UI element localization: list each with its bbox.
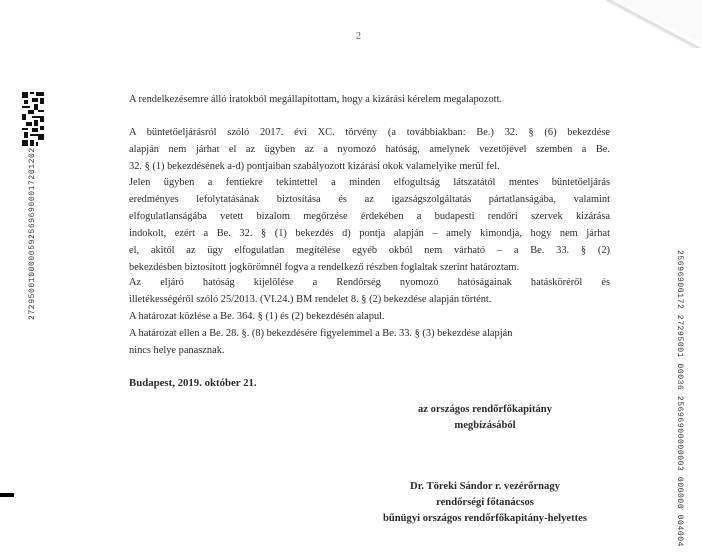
text-line: el, akitől az ügy elfogulatlan megítélése egyéb okból nem várható – a Be. 33. § (2) [129, 245, 610, 256]
text-line: indokolt, ezért a Be. 32. § (1) bekezdés d) pontja alapján – amely kimondja, hogy nem járhat [129, 228, 610, 239]
text-line: bekezdésben biztosított jogkörömnél fogva a rendelkező részben foglaltak szerint határoztam. [129, 262, 520, 273]
page-number: 2 [356, 31, 361, 42]
text-line: A büntetőeljárásról szóló 2017. évi XC. törvény (a továbbiakban: Be.) 32. § (6) bekezdése [129, 127, 610, 138]
text-line: eredményes lefolytatásának biztosítása és az igazságszolgáltatás pártatlanságába, valamint [129, 194, 610, 205]
text-line: Jelen ügyben a fentiekre tekintettel a minden elfogultság látszatától mentes büntetőeljárás [129, 177, 610, 188]
paragraph-findings [129, 91, 610, 108]
signature-authority [320, 402, 650, 434]
signer-rank: rendőrségi főtanácsos [436, 497, 534, 508]
text-line: Az eljáró hatóság kijelölése a Rendőrség nyomozó hatóságainak hatásköréről és [129, 277, 610, 288]
text-line: A rendelkezésemre álló iratokból megállapítottam, hogy a kizárási kérelem megalapozott. [129, 94, 503, 105]
edge-marker [0, 493, 14, 497]
text-line: A határozat ellen a Be. 28. §. (8) bekezdésére figyelemmel a Be. 33. § (3) bekezdése alapján [129, 328, 513, 339]
left-barcode-number: 27295001000005925696900017201202 [28, 147, 37, 320]
signature-signer [320, 479, 650, 527]
place-and-date: Budapest, 2019. október 21. [129, 377, 257, 389]
authority-line: az országos rendőrfőkapitány [418, 404, 552, 415]
text-line: A határozat közlése a Be. 364. § (1) és (2) bekezdésén alapul. [129, 311, 385, 322]
qr-code-icon [22, 92, 44, 146]
signer-title: bűnügyi országos rendőrfőkapitány-helyettes [382, 513, 588, 524]
paragraph-reasoning [129, 174, 610, 276]
signer-name: Dr. Töreki Sándor r. vezérőrnagy [410, 481, 560, 492]
text-line: 32. § (1) bekezdésének a-d) pontjaiban szabályozott kizárási okok valamelyike merül fel. [129, 161, 500, 172]
paragraph-legal-basis [129, 124, 610, 175]
folded-corner [612, 0, 702, 44]
text-line: alapján nem járhat el az ügyben az a nyomozó hatóság, amelynek vezetőjével szemben a Be. [129, 144, 610, 155]
text-line: nincs helye panasznak. [129, 345, 225, 356]
right-barcode-number: 25696900172 27295001 00036 25696900000003 000000 004004 [675, 250, 684, 548]
authority-line: megbízásából [454, 420, 516, 431]
paragraph-procedure [129, 274, 610, 359]
text-line: elfogulatlanságába vetett bizalom megőrzése érdekében a budapesti rendőri szervek kizárása [129, 211, 610, 222]
text-line: illetékességéről szóló 25/2013. (VI.24.) BM rendelet 8. § (2) bekezdése alapján történt. [129, 294, 492, 305]
